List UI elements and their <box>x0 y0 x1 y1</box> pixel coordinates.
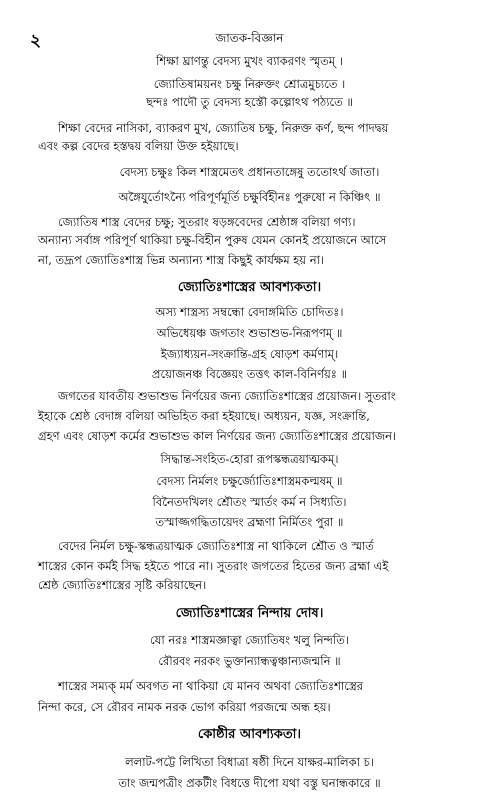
sanskrit-verse-line: ইজ্যাধ্যয়ন-সংক্রান্তি-গ্রহ ষোড়শ কর্মণাম্। <box>160 347 339 361</box>
prose-line: জগতের যাবতীয় শুভাশুভ নির্ণয়ের জন্য জ্যোতিঃশাস্ত্রের প্রয়োজন। সুতরাং <box>58 389 396 403</box>
sanskrit-verse-line: তস্মাজ্জগদ্ধিতায়েদং ব্রহ্মণা নির্মিতং পুরা ॥ <box>155 515 344 529</box>
prose-line: অন্যান্য সর্বাঙ্গ পরিপূর্ণ থাকিয়া চক্ষু-বিহীন পুরুষ যেমন কোনই প্রয়োজনে আসে <box>38 233 387 247</box>
sanskrit-verse-line: জ্যোতিষাময়নং চক্ষু নিরুক্তং শ্রোত্রমুচ্যতে । <box>153 77 346 91</box>
prose-line: এবং কল্প বেদের হস্তদ্বয় বলিয়া উক্ত হইয়াছে। <box>38 139 239 153</box>
prose-line: গ্রহণ এবং ষোড়শ কর্মের শুভাশুভ কাল নির্ণয়ের জন্য জ্যোতিঃশাস্ত্রের প্রয়োজন। <box>38 429 397 443</box>
prose-line: শাস্ত্রের সম্যক্ মর্ম অবগত না থাকিয়া যে মানব অথবা জ্যোতিঃশাস্ত্রের <box>58 679 364 693</box>
prose-line: বেদের নির্মল চক্ষু-স্কন্ধত্রয়াত্মক জ্যোতিঃশাস্ত্র না থাকিলে শ্রৌত ও স্মার্ত <box>58 539 374 553</box>
prose-line: ইহাকে শ্রেষ্ঠ বেদাঙ্গ বলিয়া অভিহিত করা হইয়াছে। অধ্যয়ন, যজ্ঞ, সংক্রান্তি, <box>38 409 370 423</box>
page-number: ২ <box>30 31 42 51</box>
prose-line: শিক্ষা বেদের নাসিকা, ব্যাকরণ মুখ, জ্যোতিষ চক্ষু, নিরুক্ত কর্ণ, ছন্দ পাদদ্বয় <box>58 121 389 135</box>
sanskrit-verse-line: বেদস্য নির্মলং চক্ষুর্জ্যোতিঃশাস্ত্রমকল্মষম্ ॥ <box>156 474 343 488</box>
sanskrit-verse-line: বিনৈতদখিলং শ্রৌতং স্মার্তং কর্ম ন সিধ্যতি। <box>152 495 347 509</box>
sanskrit-verse-line: অভিধেয়ঞ্চ জগতাং শুভাশুভ-নিরূপণম্ ॥ <box>156 326 343 340</box>
sanskrit-verse-line: সিদ্ধান্ত-সংহিত-হোরা রূপস্কন্ধত্রয়াত্মকম্। <box>160 452 339 466</box>
running-head: জাতক-বিজ্ঞান <box>215 31 284 45</box>
prose-line: নিন্দা করে, সে রৌরব নামক নরক ভোগ করিয়া পরজন্মে অন্ধ হয়। <box>38 700 331 714</box>
sanskrit-verse-line: যো নরঃ শাস্ত্রমজ্ঞাত্বা জ্যোতিষং খলু নিন্দতি। <box>150 633 349 647</box>
section-heading: জ্যোতিঃশাস্ত্রের আবশ্যকতা। <box>177 280 322 295</box>
sanskrit-verse-line: অঙ্গৈযুর্তোঽন্যৈ পরিপূর্ণমূর্তি চক্ষুর্বিহীনঃ পুরুষো ন কিঞ্চিৎ ॥ <box>118 190 381 204</box>
prose-line: শাস্ত্রের কোন কর্মই সিদ্ধ হইতে পারে না। সুতরাং জগতের হিতের জন্য ব্রহ্মা এই <box>38 559 389 573</box>
prose-line: শ্রেষ্ঠ জ্যোতিঃশাস্ত্রের সৃষ্টি করিয়াছেন। <box>38 578 207 592</box>
sanskrit-verse-line: তাং জন্মপত্রীং প্রকটীং বিধত্তে দীপো যথা বস্তু ঘনান্ধকারে ॥ <box>118 776 381 790</box>
section-heading: কোষ্ঠীর আবশ্যকতা। <box>197 727 302 742</box>
section-heading: জ্যোতিঃশাস্ত্রের নিন্দায় দোষ। <box>175 606 324 621</box>
sanskrit-verse-line: ললাট-পট্টে লিখিতা বিধাত্রা ষষ্ঠী দিনে যাক্ষর-মালিকা চ। <box>125 755 374 769</box>
sanskrit-verse-line: বেদস্য চক্ষুঃ কিল শাস্ত্রমেতৎ প্রধানতাঙ্গেষু ততোঽর্থ জাতা। <box>119 165 380 179</box>
prose-line: জ্যোতিষ শাস্ত্র বেদের চক্ষু; সুতরাং ষড়ঙ্গবেদের শ্রেষ্ঠাঙ্গ বলিয়া গণ্য। <box>58 215 356 229</box>
sanskrit-verse-line: রৌরবং নরকং ভুক্তান্যান্ধত্বঞ্চান্যজন্মনি ॥ <box>158 654 341 668</box>
sanskrit-verse-line: শিক্ষা ঘ্রাণন্তু বেদস্য মুখং ব্যাকরণং স্মৃতম্ । <box>156 54 343 68</box>
sanskrit-verse-line: অস্য শাস্ত্রস্য সম্বন্ধো বেদাঙ্গমিতি চোদিতঃ। <box>155 305 344 319</box>
sanskrit-verse-line: প্রয়োজনঞ্চ বিজ্ঞেয়ং তত্তৎ কাল-বিনির্ণয়ঃ ॥ <box>151 367 348 381</box>
sanskrit-verse-line: ছন্দঃ পাদৌ তু বেদস্য হস্তৌ কল্পোঽথ পঠ্যতে ॥ <box>146 95 353 109</box>
prose-line: না, তদ্রূপ জ্যোতিঃশাস্ত্র ভিন্ন অন্যান্য শাস্ত্র কিছুই কার্যক্ষম হয় না। <box>38 253 325 267</box>
